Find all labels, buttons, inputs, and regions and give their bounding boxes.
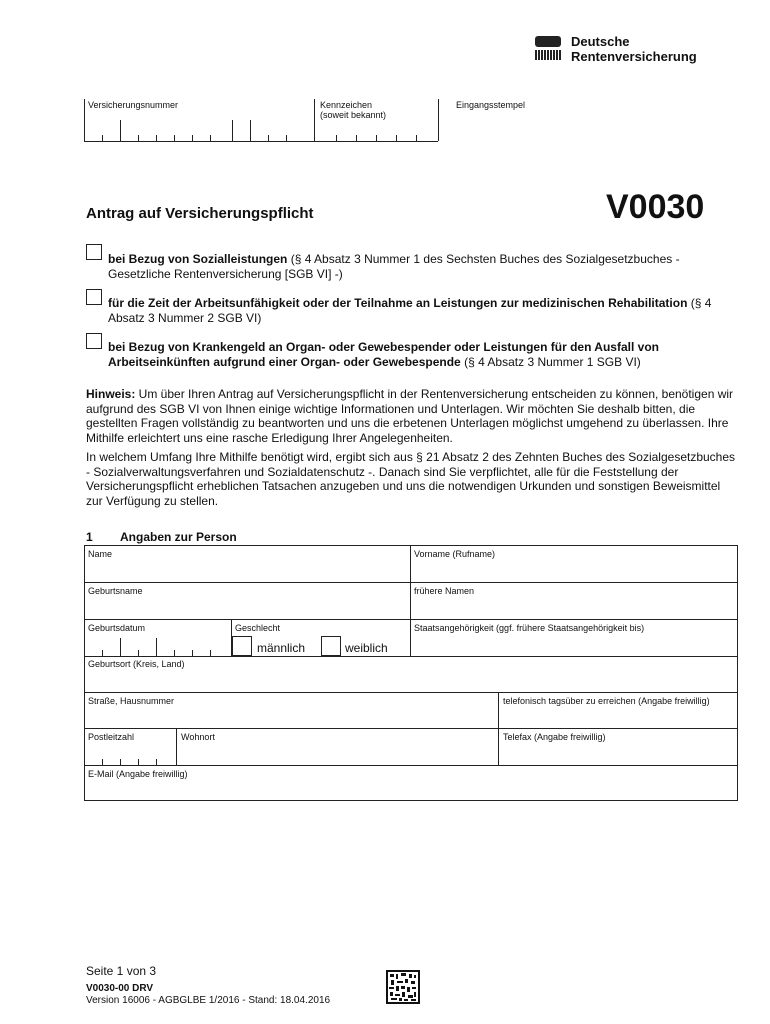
barcode-icon [386, 970, 420, 1004]
maennlich-label: männlich [257, 641, 306, 655]
name-input[interactable] [85, 558, 409, 581]
strasse-input[interactable] [85, 706, 497, 727]
vorname-label: Vorname (Rufname) [414, 549, 496, 559]
postleitzahl-label: Postleitzahl [88, 732, 135, 742]
telefon-label: telefonisch tagsüber zu erreichen (Angabe freiwillig) [503, 696, 710, 706]
fruehere-namen-label: frühere Namen [414, 586, 475, 596]
eingangsstempel-label: Eingangsstempel [456, 100, 526, 110]
footer-form-code: V0030-00 DRV [86, 983, 154, 994]
geburtsdatum-label: Geburtsdatum [88, 623, 146, 633]
page-title: Antrag auf Versicherungspflicht [86, 205, 314, 222]
weiblich-checkbox[interactable] [321, 636, 341, 656]
hinweis-paragraph: Hinweis: Um über Ihren Antrag auf Versicherungspflicht in der Rentenversicherung entscheiden zu können, benötigen wir aufgrund des SGB VI von Ihnen einige wichtige Informationen und Unterlagen. Wir möchten Sie deshalb bitten, die gestellten Fragen vollständig zu beantworten und uns die erbetenen Unterlagen möglichst umgehend zu überlassen. Ihre Mithilfe erleichtert uns eine rasche Erledigung Ihrer Angelegenheiten. [86, 387, 734, 445]
geburtsname-input[interactable] [85, 596, 409, 618]
logo-line2: Rentenversicherung [571, 49, 697, 64]
strasse-label: Straße, Hausnummer [88, 696, 175, 706]
versicherungsnummer-label: Versicherungsnummer [88, 100, 179, 110]
section-title: Angaben zur Person [120, 530, 237, 544]
wohnort-input[interactable] [177, 742, 497, 764]
geschlecht-label: Geschlecht [235, 623, 281, 633]
staatsangehoerigkeit-label: Staatsangehörigkeit (ggf. frühere Staatsangehörigkeit bis) [414, 623, 645, 633]
fruehere-namen-input[interactable] [411, 596, 737, 618]
vorname-input[interactable] [411, 558, 737, 581]
staatsangehoerigkeit-input[interactable] [411, 634, 737, 655]
option-arbeitsunfaehigkeit-checkbox[interactable] [86, 289, 102, 305]
option-sozialleistungen-text: bei Bezug von Sozialleistungen (§ 4 Absatz 3 Nummer 1 des Sechsten Buches des Sozialgesetzbuches - Gesetzliche Rentenversicherung [SGB VI] -) [108, 252, 680, 281]
maennlich-checkbox[interactable] [232, 636, 252, 656]
telefax-input[interactable] [499, 742, 737, 764]
geburtsname-label: Geburtsname [88, 586, 143, 596]
option-organspende-checkbox[interactable] [86, 333, 102, 349]
page-number: Seite 1 von 3 [86, 964, 157, 978]
weiblich-label: weiblich [345, 641, 388, 655]
geburtsort-input[interactable] [85, 670, 737, 691]
footer-version: Version 16006 - AGBGLBE 1/2016 - Stand: 18.04.2016 [86, 995, 331, 1006]
telefax-label: Telefax (Angabe freiwillig) [503, 732, 606, 742]
section-number: 1 [86, 530, 93, 544]
geburtsort-label: Geburtsort (Kreis, Land) [88, 659, 185, 669]
mithilfe-paragraph: In welchem Umfang Ihre Mithilfe benötigt wird, ergibt sich aus § 21 Absatz 2 des Zehnten Buches des Sozialgesetzbuches - Sozialverwaltungsverfahren und Sozialdatenschutz -. Danach sind Sie verpflichtet, alle für die Feststellung der Versicherungspflicht erheblichen Tatsachen anzugeben und uns die notwendigen Urkunden und sonstigen Beweismittel zur Verfügung zu stellen. [86, 450, 736, 508]
logo-line1: Deutsche [571, 34, 630, 49]
email-label: E-Mail (Angabe freiwillig) [88, 769, 188, 779]
option-sozialleistungen-checkbox[interactable] [86, 244, 102, 260]
option-arbeitsunfaehigkeit-text: für die Zeit der Arbeitsunfähigkeit oder der Teilnahme an Leistungen zur medizinischen Rehabilitation (§ 4 Absatz 3 Nummer 2 SGB VI) [108, 296, 712, 325]
kennzeichen-sublabel: (soweit bekannt) [320, 110, 387, 120]
drv-logo-icon [534, 35, 562, 63]
name-label: Name [88, 549, 113, 559]
option-organspende-text: bei Bezug von Krankengeld an Organ- oder Gewebespender oder Leistungen für den Ausfall von Arbeitseinkünften aufgrund einer Organ- oder Gewebespende (§ 4 Absatz 3 Nummer 1 SGB VI) [108, 340, 659, 369]
form-code: V0030 [606, 188, 705, 226]
wohnort-label: Wohnort [181, 732, 215, 742]
email-input[interactable] [85, 779, 737, 800]
kennzeichen-label: Kennzeichen [320, 100, 373, 110]
telefon-input[interactable] [499, 706, 737, 727]
